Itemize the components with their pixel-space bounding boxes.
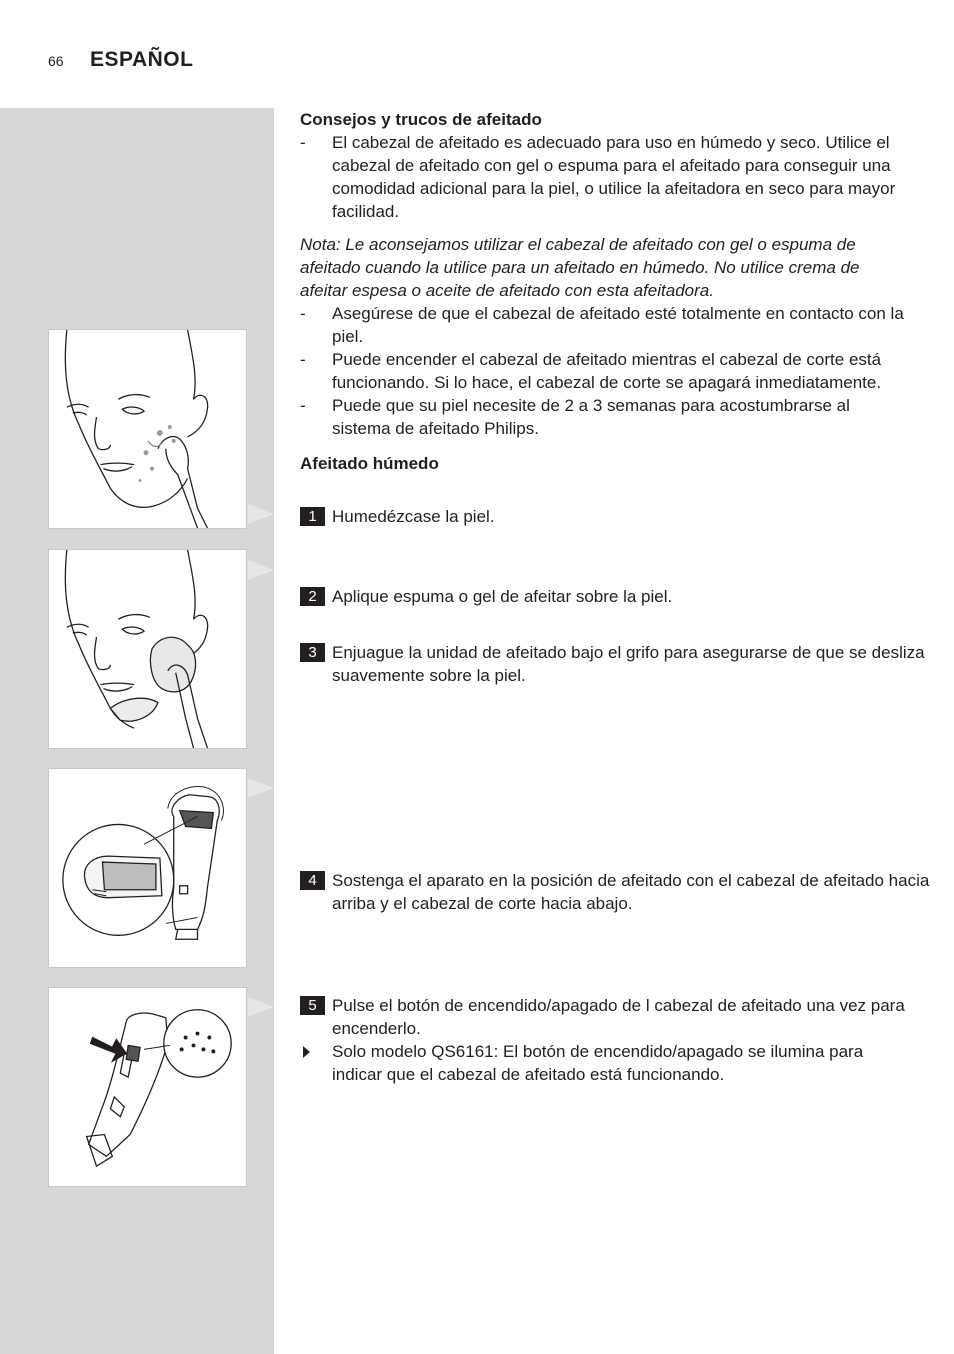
wet-shaving-heading: Afeitado húmedo: [300, 454, 439, 473]
figure-pointer: [248, 560, 274, 580]
step-5: [300, 994, 910, 1040]
dash-marker: -: [300, 304, 306, 323]
tips-item-text: Puede encender el cabezal de afeitado mientras el cabezal de corte está funcionando. Si lo hace, el cabezal de corte se apagará inmediatamente.: [332, 350, 882, 392]
tips-heading: Consejos y trucos de afeitado: [300, 110, 542, 129]
dash-marker: -: [300, 396, 306, 415]
step-text: Sostenga el aparato en la posición de afeitado con el cabezal de afeitado hacia arriba y el cabezal de corte hacia abajo.: [332, 871, 930, 913]
figure-hold-device: [48, 768, 247, 968]
step-number: 5: [300, 996, 325, 1015]
dash-marker: -: [300, 133, 306, 152]
tips-section: [300, 108, 910, 475]
tips-item-text: El cabezal de afeitado es adecuado para uso en húmedo y seco. Utilice el cabezal de afeitado con gel o espuma para el afeitado para conseguir una comodidad adicional para la piel, o utilice la afeitadora en seco para mayor facilidad.: [332, 133, 896, 221]
step-4: [300, 869, 942, 915]
figure-wet-face: [48, 329, 247, 529]
dash-marker: -: [300, 350, 306, 369]
step-number: 2: [300, 587, 325, 606]
model-note: [300, 1040, 910, 1086]
list-item: [300, 302, 910, 348]
figure-press-button: [48, 987, 247, 1187]
figure-pointer: [248, 778, 274, 798]
step-5-section: [300, 994, 910, 1086]
step-text: Humedézcase la piel.: [332, 507, 495, 526]
step-number: 1: [300, 507, 325, 526]
step-2: [300, 585, 942, 608]
model-note-text: Solo modelo QS6161: El botón de encendido/apagado se ilumina para indicar que el cabezal de afeitado está funcionando.: [332, 1042, 864, 1084]
list-item: [300, 348, 910, 394]
step-text: Aplique espuma o gel de afeitar sobre la piel.: [332, 587, 673, 606]
list-item: [300, 131, 910, 223]
tips-note: Nota: Le aconsejamos utilizar el cabezal de afeitado con gel o espuma de afeitado cuando la utilice para un afeitado en húmedo. No utilice crema de afeitar espesa o aceite de afeitado con esta afeitadora.: [300, 235, 860, 300]
tips-item-text: Asegúrese de que el cabezal de afeitado esté totalmente en contacto con la piel.: [332, 304, 904, 346]
page-language-title: ESPAÑOL: [90, 48, 194, 71]
figure-pointer: [248, 504, 274, 524]
tips-item-text: Puede que su piel necesite de 2 a 3 semanas para acostumbrarse al sistema de afeitado Philips.: [332, 396, 850, 438]
page-number: 66: [48, 53, 64, 69]
step-number: 3: [300, 643, 325, 662]
step-3: [300, 641, 942, 687]
step-1: [300, 505, 942, 528]
step-text: Enjuague la unidad de afeitado bajo el grifo para asegurarse de que se desliza suavemente sobre la piel.: [332, 643, 925, 685]
bullet-triangle-icon: [303, 1046, 310, 1058]
figure-apply-foam: [48, 549, 247, 749]
figure-pointer: [248, 997, 274, 1017]
step-number: 4: [300, 871, 325, 890]
list-item: [300, 394, 910, 440]
step-text: Pulse el botón de encendido/apagado de l cabezal de afeitado una vez para encenderlo.: [332, 996, 905, 1038]
